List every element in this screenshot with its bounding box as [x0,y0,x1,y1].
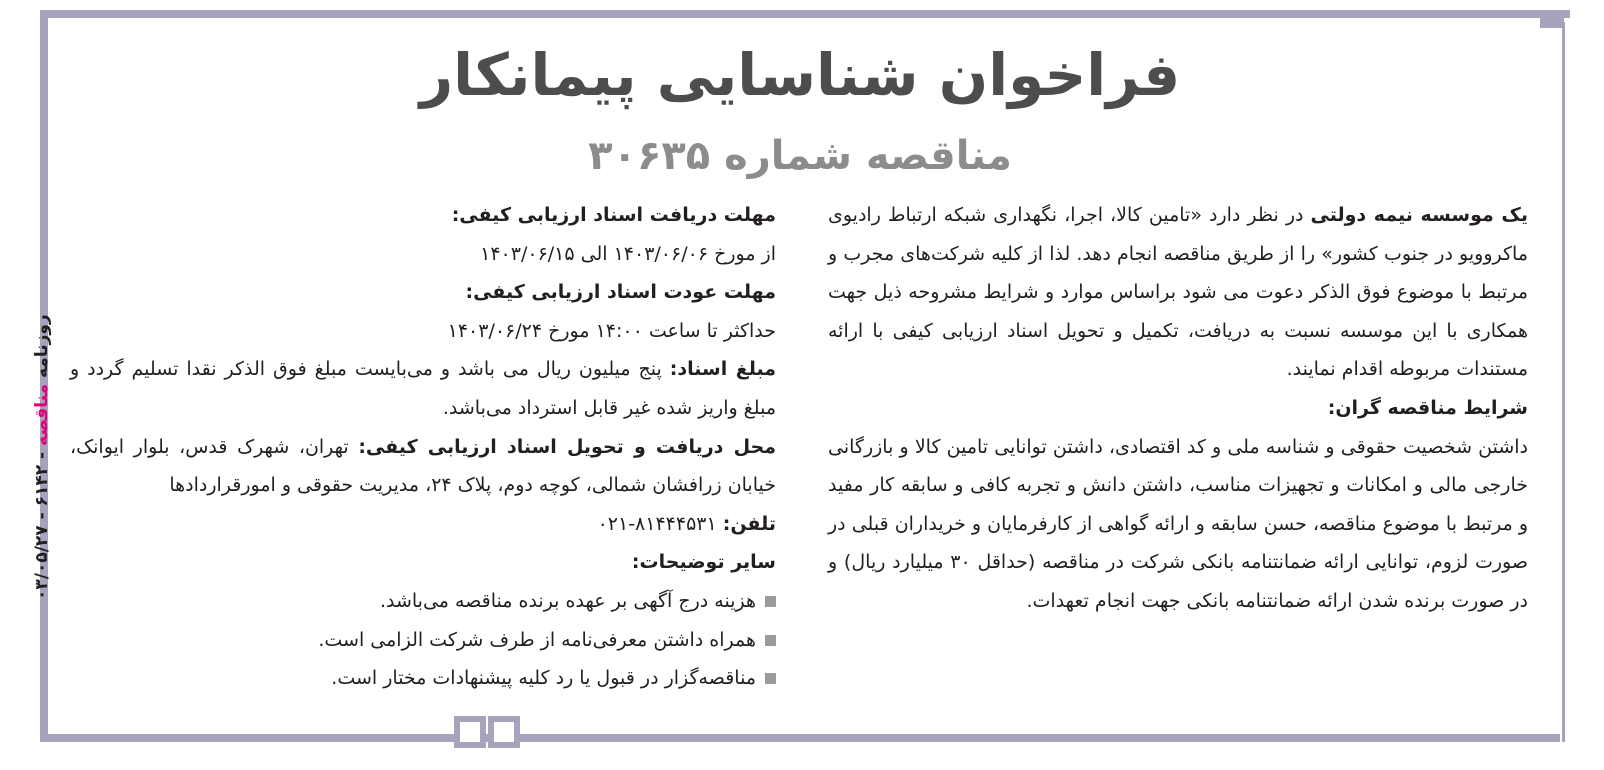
left-column [70,196,776,698]
location-paragraph [70,428,776,505]
newspaper-caption: روزنامه مناقصه - ۶۱۴۲ - ۰۳/۰۵/۲۷ [32,314,52,600]
frame-top-border [40,10,1570,18]
tender-number: مناقصه شماره ۳۰۶۳۵ [588,133,1012,179]
notes-list [70,582,776,698]
frame-right-line [1562,22,1565,742]
fee-text: پنج میلیون ریال می باشد و می‌بایست مبلغ فوق الذکر نقدا تسلیم گردد و مبلغ واریز شده غیر قابل استرداد می‌باشد. [70,358,776,419]
square-bullet-icon [765,596,776,607]
location-label: محل دریافت و تحویل اسناد ارزیابی کیفی: [358,435,776,458]
phone-label: تلفن: [722,512,776,535]
intro-bold: یک موسسه نیمه دولتی [1310,204,1528,226]
fee-label: مبلغ اسناد: [669,358,777,381]
return-deadline-heading: مهلت عودت اسناد ارزیابی کیفی: [465,281,776,304]
phone-number: ۸۱۴۴۴۵۳۱-۰۲۱ [597,512,723,535]
other-heading: سایر توضیحات: [631,551,776,574]
square-bullet-icon [765,635,776,646]
newspaper-brand: مناقصه [32,383,52,446]
receive-deadline-heading: مهلت دریافت اسناد ارزیابی کیفی: [451,204,776,226]
fee-paragraph [70,350,776,427]
phone-paragraph [70,505,776,544]
list-item: هزینه درج آگهی بر عهده برنده مناقصه می‌باشد. [70,582,776,621]
conditions-text: داشتن شخصیت حقوقی و شناسه ملی و کد اقتصادی، داشتن توانایی تامین کالا و بازرگانی خارجی مالی و امکانات و تجهیزات مناسب، داشتن دانش و تجربه کافی و سابقه کار مفید و مرتبط با موضوع مناقصه، حسن سابقه و ارائه گواهی از کارفرمایان و خریداران قبلی در صورت لزوم، توانایی ارائه ضمانتنامه بانکی شرکت در مناقصه (حداقل ۳۰ میلیارد ریال) و در صورت برنده شدن ارائه ضمانتنامه بانکی جهت انجام تعهدات. [828,435,1528,612]
intro-text: در نظر دارد «تامین کالا، اجرا، نگهداری شبکه ارتباط رادیوی ماکروویو در جنوب کشور» را از طریق مناقصه انجام دهد. لذا از کلیه شرکت‌های مجرب و مرتبط با موضوع فوق الذکر دعوت می شود براساس موارد و شرایط مشروحه ذیل جهت همکاری با این موسسه نسبت به دریافت، تکمیل و تحویل اسناد ارزیابی کیفی با ارائه مستندات مربوطه اقدام نمایند. [828,204,1528,381]
list-item: همراه داشتن معرفی‌نامه از طرف شرکت الزامی است. [70,621,776,660]
right-column [828,196,1528,621]
square-bullet-icon [765,673,776,684]
page-title: فراخوان شناسایی پیمانکار [419,41,1181,109]
list-item: مناقصه‌گزار در قبول یا رد کلیه پیشنهادات مختار است. [70,659,776,698]
location-text: تهران، شهرک قدس، بلوار ایوانک، خیابان زرافشان شمالی، کوچه دوم، پلاک ۲۴، مدیریت حقوقی و امورقراردادها [70,435,776,497]
frame-corner-tab [1540,10,1564,28]
frame-bottom-border [40,734,1560,742]
receive-deadline-text: از مورخ ۱۴۰۳/۰۶/۰۶ الی ۱۴۰۳/۰۶/۱۵ [480,242,776,265]
intro-paragraph [828,196,1528,389]
return-deadline-text: حداکثر تا ساعت ۱۴:۰۰ مورخ ۱۴۰۳/۰۶/۲۴ [447,319,776,342]
decorative-square-1 [454,716,486,748]
conditions-heading: شرایط مناقصه گران: [1327,396,1528,419]
decorative-square-2 [488,716,520,748]
